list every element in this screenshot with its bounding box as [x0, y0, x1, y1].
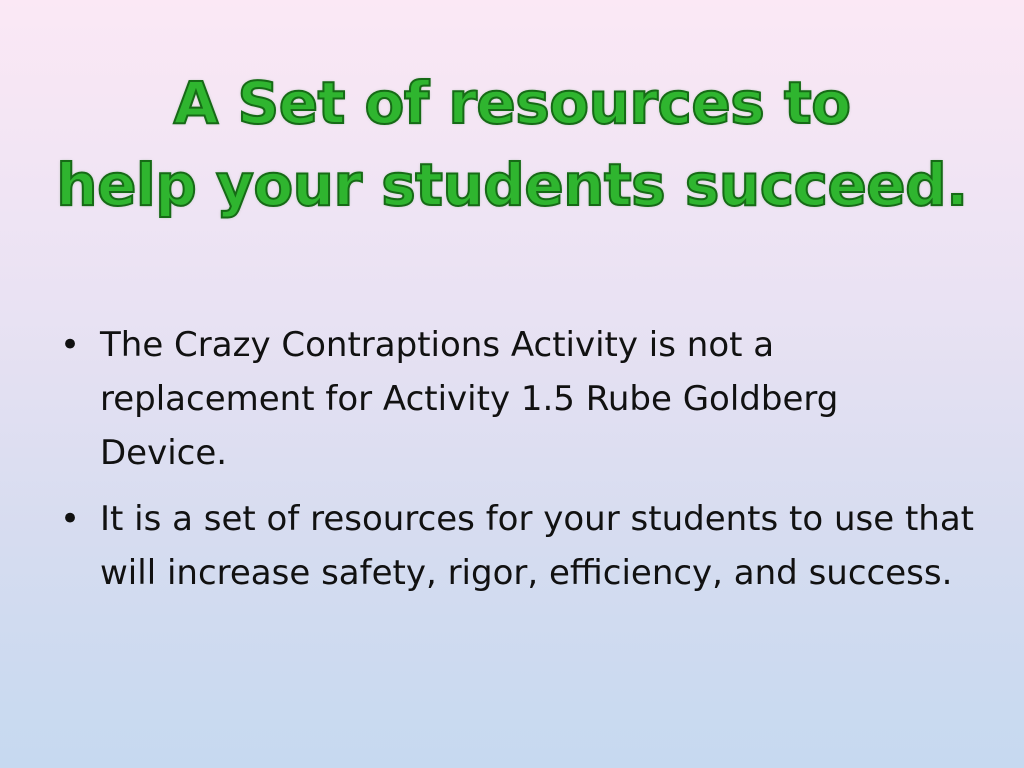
slide-title: [0, 62, 1024, 226]
bullet-text: It is a set of resources for your students to use that will increase safety, rigor, efficiency, and success.: [100, 499, 974, 593]
slide-title-line-1: A Set of resources to: [173, 69, 851, 137]
bullet-item: [56, 318, 976, 480]
bullet-list: [56, 318, 976, 612]
bullet-text: The Crazy Contraptions Activity is not a replacement for Activity 1.5 Rube Goldberg Device.: [100, 325, 839, 473]
bullet-icon: •: [60, 325, 81, 365]
bullet-item: [56, 492, 976, 600]
bullet-icon: •: [60, 499, 81, 539]
slide-title-line-2: help your students succeed.: [56, 151, 968, 219]
